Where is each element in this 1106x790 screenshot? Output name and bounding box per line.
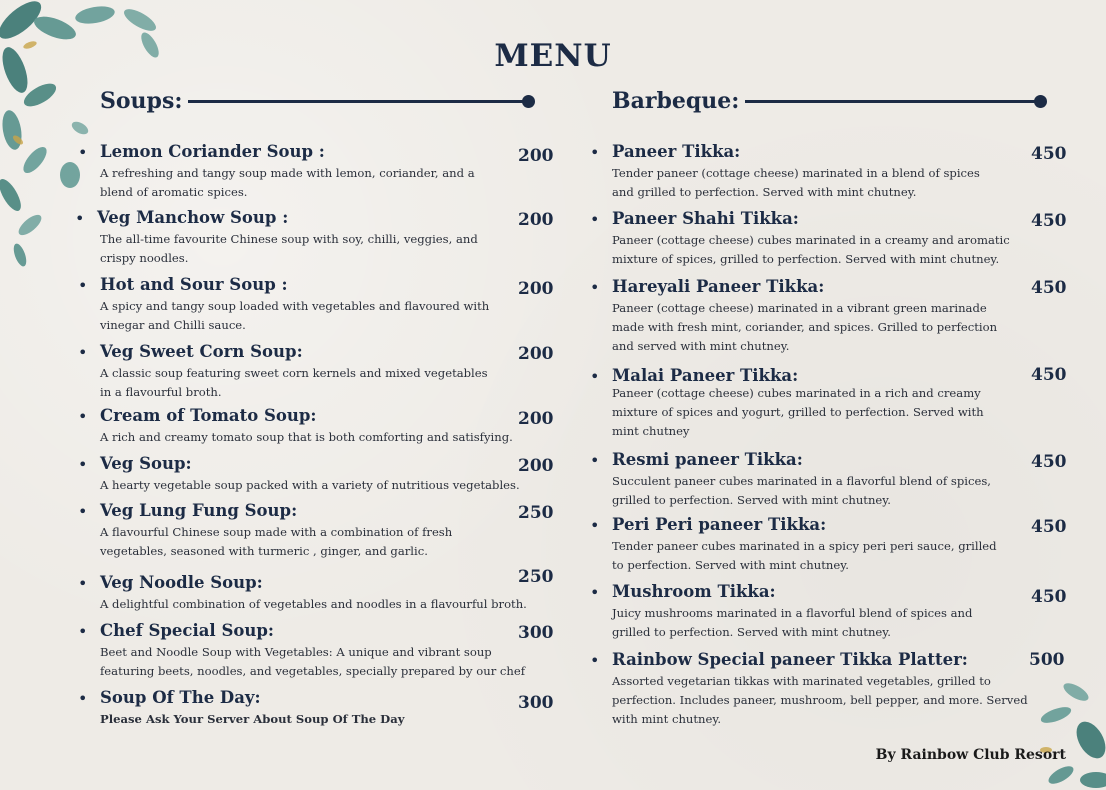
menu-item bbox=[590, 209, 1010, 269]
item-name: Peri Peri paneer Tikka: bbox=[612, 515, 827, 534]
item-description: A hearty vegetable soup packed with a variety of nutritious vegetables. bbox=[100, 478, 520, 492]
bullet: • bbox=[78, 622, 88, 641]
item-price: 250 bbox=[518, 503, 554, 523]
item-description: A flavourful Chinese soup made with a combination of fresh vegetables, seasoned with turmeric , ginger, and garlic. bbox=[100, 525, 453, 558]
item-price: 450 bbox=[1031, 365, 1067, 385]
item-price: 200 bbox=[518, 146, 554, 166]
bullet: • bbox=[78, 143, 88, 162]
item-price: 450 bbox=[1031, 587, 1067, 607]
item-price: 450 bbox=[1031, 517, 1067, 537]
menu-item bbox=[78, 501, 453, 561]
item-name: Veg Sweet Corn Soup: bbox=[100, 342, 303, 361]
item-name: Lemon Coriander Soup : bbox=[100, 142, 325, 161]
item-price: 200 bbox=[518, 409, 554, 429]
bullet: • bbox=[78, 276, 88, 295]
footer-credit: By Rainbow Club Resort bbox=[875, 747, 1066, 763]
item-name: Rainbow Special paneer Tikka Platter: bbox=[612, 650, 968, 669]
menu-item bbox=[75, 208, 478, 268]
heading-rule bbox=[745, 100, 1040, 103]
item-description: A delightful combination of vegetables and noodles in a flavourful broth. bbox=[100, 597, 527, 611]
item-description: A refreshing and tangy soup made with lemon, coriander, and a blend of aromatic spices. bbox=[100, 166, 475, 199]
item-price: 450 bbox=[1031, 452, 1067, 472]
bullet: • bbox=[590, 367, 600, 386]
item-name: Veg Manchow Soup : bbox=[97, 208, 289, 227]
menu-item bbox=[78, 275, 490, 335]
item-price: 450 bbox=[1031, 144, 1067, 164]
item-name: Malai Paneer Tikka: bbox=[612, 366, 799, 385]
menu-item bbox=[78, 688, 405, 729]
item-description: A classic soup featuring sweet corn kernels and mixed vegetables in a flavourful broth. bbox=[100, 366, 488, 399]
heading-rule bbox=[188, 100, 528, 103]
menu-item bbox=[78, 454, 520, 495]
item-price: 200 bbox=[518, 210, 554, 230]
item-description: Tender paneer cubes marinated in a spicy peri peri sauce, grilled to perfection. Served with mint chutney. bbox=[612, 539, 997, 572]
rule-dot bbox=[522, 95, 535, 108]
bullet: • bbox=[590, 278, 600, 297]
bullet: • bbox=[590, 651, 600, 670]
item-description: A rich and creamy tomato soup that is both comforting and satisfying. bbox=[100, 430, 513, 444]
soups-heading bbox=[100, 88, 528, 114]
leaves-icon bbox=[1036, 680, 1106, 790]
item-price: 200 bbox=[518, 279, 554, 299]
item-price: 300 bbox=[518, 623, 554, 643]
item-description: A spicy and tangy soup loaded with vegetables and flavoured with vinegar and Chilli sauce. bbox=[100, 299, 490, 332]
menu-item bbox=[78, 342, 488, 402]
menu-item bbox=[78, 406, 513, 447]
item-name: Veg Noodle Soup: bbox=[100, 573, 263, 592]
bullet: • bbox=[78, 407, 88, 426]
item-name: Mushroom Tikka: bbox=[612, 582, 776, 601]
item-name: Cream of Tomato Soup: bbox=[100, 406, 317, 425]
menu-title: MENU bbox=[494, 38, 612, 74]
menu-item bbox=[590, 277, 998, 356]
menu-item bbox=[78, 142, 475, 202]
menu-item bbox=[590, 450, 991, 510]
item-name: Resmi paneer Tikka: bbox=[612, 450, 803, 469]
bullet: • bbox=[78, 502, 88, 521]
menu-item bbox=[78, 621, 526, 681]
menu-item bbox=[590, 366, 984, 441]
item-name: Chef Special Soup: bbox=[100, 621, 274, 640]
menu-item bbox=[590, 582, 973, 642]
bullet: • bbox=[78, 574, 88, 593]
rule-dot bbox=[1034, 95, 1047, 108]
menu-item bbox=[590, 142, 980, 202]
bullet: • bbox=[590, 516, 600, 535]
item-description: The all-time favourite Chinese soup with soy, chilli, veggies, and crispy noodles. bbox=[100, 232, 478, 265]
menu-item bbox=[590, 650, 1028, 729]
item-price: 450 bbox=[1031, 211, 1067, 231]
bullet: • bbox=[78, 455, 88, 474]
item-description: Succulent paneer cubes marinated in a flavorful blend of spices, grilled to perfection. Served with mint chutney. bbox=[612, 474, 991, 507]
item-description: Please Ask Your Server About Soup Of The Day bbox=[100, 712, 405, 726]
item-description: Assorted vegetarian tikkas with marinated vegetables, grilled to perfection. Includes paneer, mushroom, bell pepper, and more. Served with mint chutney. bbox=[612, 674, 1028, 726]
menu-item bbox=[590, 515, 997, 575]
item-price: 500 bbox=[1029, 650, 1065, 670]
item-name: Veg Lung Fung Soup: bbox=[100, 501, 298, 520]
menu-item bbox=[78, 573, 527, 614]
item-price: 250 bbox=[518, 567, 554, 587]
item-description: Paneer (cottage cheese) cubes marinated in a creamy and aromatic mixture of spices, grilled to perfection. Served with mint chutney. bbox=[612, 233, 1010, 266]
item-price: 300 bbox=[518, 693, 554, 713]
item-description: Paneer (cottage cheese) cubes marinated in a rich and creamy mixture of spices and yogurt, grilled to perfection. Served with mint chutney bbox=[612, 386, 984, 438]
item-description: Juicy mushrooms marinated in a flavorful blend of spices and grilled to perfection. Served with mint chutney. bbox=[612, 606, 973, 639]
barbeque-heading bbox=[612, 88, 1040, 114]
item-price: 200 bbox=[518, 344, 554, 364]
item-description: Tender paneer (cottage cheese) marinated in a blend of spices and grilled to perfection. Served with mint chutney. bbox=[612, 166, 980, 199]
item-name: Veg Soup: bbox=[100, 454, 192, 473]
bullet: • bbox=[590, 143, 600, 162]
item-name: Paneer Shahi Tikka: bbox=[612, 209, 799, 228]
bullet: • bbox=[78, 343, 88, 362]
item-price: 450 bbox=[1031, 278, 1067, 298]
barbeque-label: Barbeque: bbox=[612, 88, 740, 114]
item-description: Beet and Noodle Soup with Vegetables: A unique and vibrant soup featuring beets, noodles, and vegetables, specially prepared by our chef bbox=[100, 645, 526, 678]
bullet: • bbox=[590, 451, 600, 470]
item-name: Hot and Sour Soup : bbox=[100, 275, 288, 294]
bullet: • bbox=[75, 209, 85, 228]
item-name: Hareyali Paneer Tikka: bbox=[612, 277, 825, 296]
bullet: • bbox=[590, 583, 600, 602]
bullet: • bbox=[590, 210, 600, 229]
soups-label: Soups: bbox=[100, 88, 183, 114]
bullet: • bbox=[78, 689, 88, 708]
item-name: Paneer Tikka: bbox=[612, 142, 741, 161]
item-name: Soup Of The Day: bbox=[100, 688, 261, 707]
item-description: Paneer (cottage cheese) marinated in a vibrant green marinade made with fresh mint, coriander, and spices. Grilled to perfection and served with mint chutney. bbox=[612, 301, 998, 353]
item-price: 200 bbox=[518, 456, 554, 476]
